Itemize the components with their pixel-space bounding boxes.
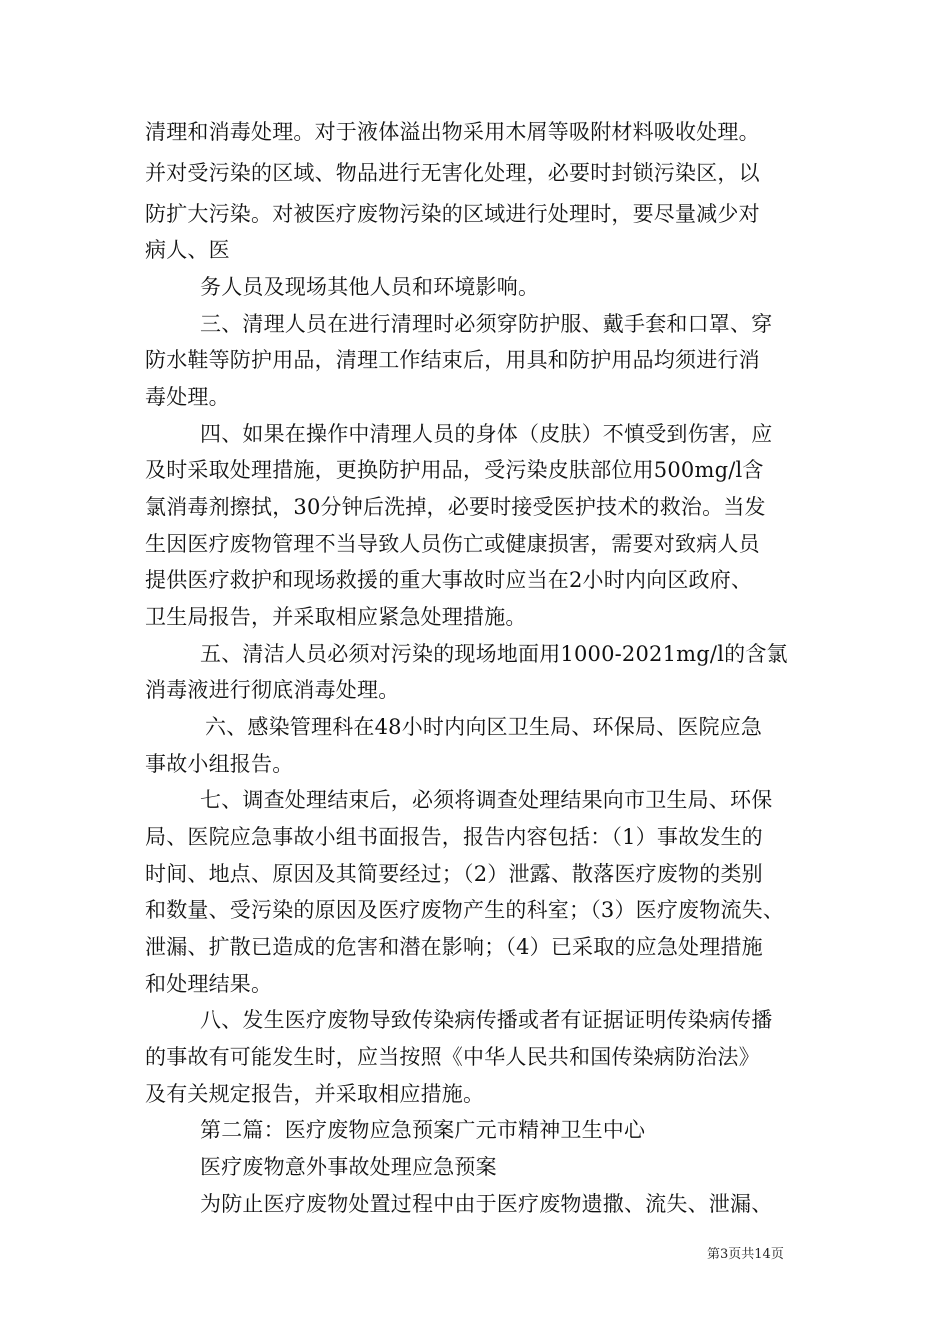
text-line: 七、调查处理结束后，必须将调查处理结果向市卫生局、环保 <box>200 788 773 812</box>
text-line: 局、医院应急事故小组书面报告，报告内容包括：（1）事故发生的 <box>145 825 763 849</box>
text-line: 消毒液进行彻底消毒处理。 <box>145 678 400 702</box>
text-line: 清理和消毒处理。对于液体溢出物采用木屑等吸附材料吸收处理。 <box>145 120 760 144</box>
text-line: 五、清洁人员必须对污染的现场地面用1000-2021mg/l的含氯 <box>200 642 788 666</box>
text-line: 生因医疗废物管理不当导致人员伤亡或健康损害，需要对致病人员 <box>145 532 760 556</box>
text-line: 及有关规定报告，并采取相应措施。 <box>145 1082 485 1106</box>
text-line: 提供医疗救护和现场救援的重大事故时应当在2小时内向区政府、 <box>145 568 753 592</box>
text-line: 时间、地点、原因及其简要经过；（2）泄露、散落医疗废物的类别 <box>145 862 763 886</box>
text-line: 氯消毒剂擦拭，30分钟后洗掉，必要时接受医护技术的救治。当发 <box>145 495 766 519</box>
text-line: 防扩大污染。对被医疗废物污染的区域进行处理时，要尽量减少对 <box>145 202 760 226</box>
text-line: 的事故有可能发生时，应当按照《中华人民共和国传染病防治法》 <box>145 1045 760 1069</box>
text-line: 卫生局报告，并采取相应紧急处理措施。 <box>145 605 527 629</box>
text-line: 务人员及现场其他人员和环境影响。 <box>200 275 540 299</box>
text-line: 六、感染管理科在48小时内向区卫生局、环保局、医院应急 <box>205 715 763 739</box>
text-line: 病人、医 <box>145 238 230 262</box>
text-line: 事故小组报告。 <box>145 752 294 776</box>
text-line: 和数量、受污染的原因及医疗废物产生的科室；（3）医疗废物流失、 <box>145 898 785 922</box>
text-line: 防水鞋等防护用品，清理工作结束后，用具和防护用品均须进行消 <box>145 348 760 372</box>
text-line: 泄漏、扩散已造成的危害和潜在影响；（4）已采取的应急处理措施 <box>145 935 763 959</box>
text-line: 三、清理人员在进行清理时必须穿防护服、戴手套和口罩、穿 <box>200 312 773 336</box>
text-line: 四、如果在操作中清理人员的身体（皮肤）不慎受到伤害，应 <box>200 422 773 446</box>
text-line: 八、发生医疗废物导致传染病传播或者有证据证明传染病传播 <box>200 1008 773 1032</box>
text-line: 及时采取处理措施，更换防护用品，受污染皮肤部位用500mg/l含 <box>145 458 764 482</box>
section-heading: 第二篇：医疗废物应急预案广元市精神卫生中心 <box>200 1118 646 1142</box>
text-line: 为防止医疗废物处置过程中由于医疗废物遗撒、流失、泄漏、 <box>200 1192 773 1216</box>
text-line: 并对受污染的区域、物品进行无害化处理，必要时封锁污染区，以 <box>145 161 760 185</box>
text-line: 毒处理。 <box>145 385 230 409</box>
section-subheading: 医疗废物意外事故处理应急预案 <box>200 1155 497 1179</box>
text-line: 和处理结果。 <box>145 972 273 996</box>
page-number-footer: 第3页共14页 <box>707 1247 784 1262</box>
